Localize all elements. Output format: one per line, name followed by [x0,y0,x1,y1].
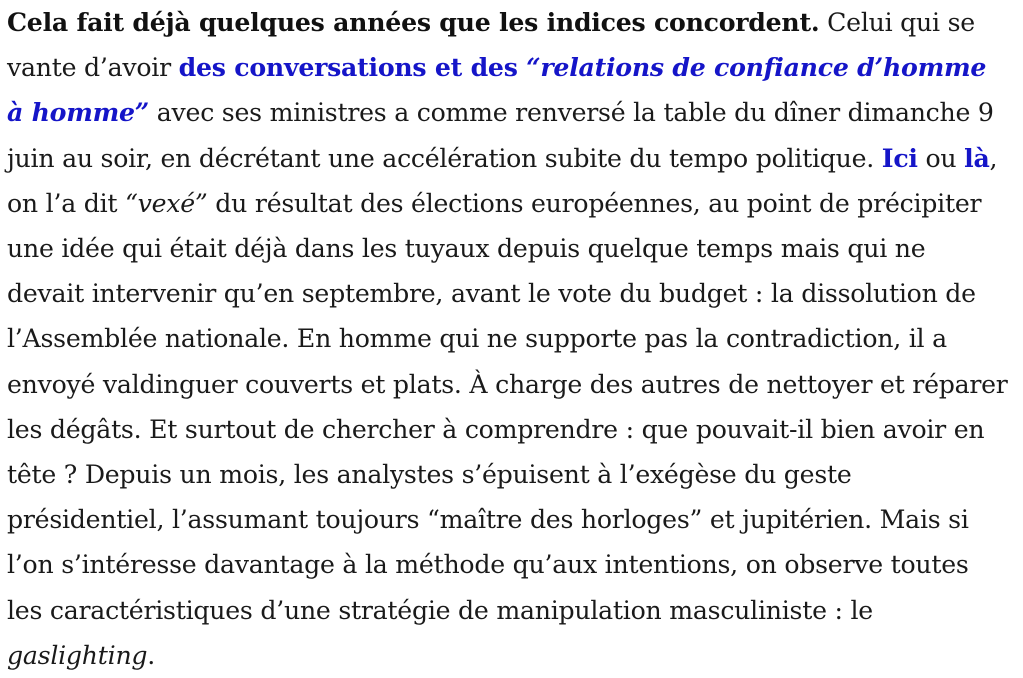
paragraph-text: avec ses ministres a comme renversé la table du dîner dimanche 9 juin au soir, en décrétant une accélération subite du tempo politique. [7,98,994,173]
gaslighting-term: gaslighting [7,640,148,670]
conversations-link-text: des conversations et des [178,52,527,83]
ici-link[interactable]: Ici [881,142,918,173]
paragraph-text: ou [917,143,965,173]
lead-sentence: Cela fait déjà quelques années que les indices concordent. [7,7,820,37]
conversations-link-quote: “relations de confiance d’homme à homme” [7,52,987,128]
la-link[interactable]: là [964,142,990,173]
vexe-quote: “vexé” [125,188,208,218]
paragraph-text: du résultat des élections européennes, au point de précipiter une idée qui était déjà dans les tuyaux depuis quelque temps mais qui ne devait intervenir qu’en septembre, avant le vote du budget : la dissolution de l’Assemblée nationale. En homme qui ne supporte pas la contradiction, il a envoyé valdinguer couverts et plats. À charge des autres de nettoyer et réparer les dégâts. Et surtout de chercher à comprendre : que pouvait-il bien avoir en tête ? Depuis un mois, les analystes s’épuisent à l’exégèse du geste présidentiel, l’assumant toujours “maître des horloges” et jupitérien. Mais si l’on s’intéresse davantage à la méthode qu’aux intentions, on observe toutes les caractéristiques d’une stratégie de manipulation masculiniste : le [7,188,1008,625]
paragraph-text: Celui qui se vante d’avoir [7,8,975,83]
article-paragraph [7,0,1009,678]
paragraph-text: , on l’a dit [7,143,998,218]
paragraph-text: . [147,640,156,670]
